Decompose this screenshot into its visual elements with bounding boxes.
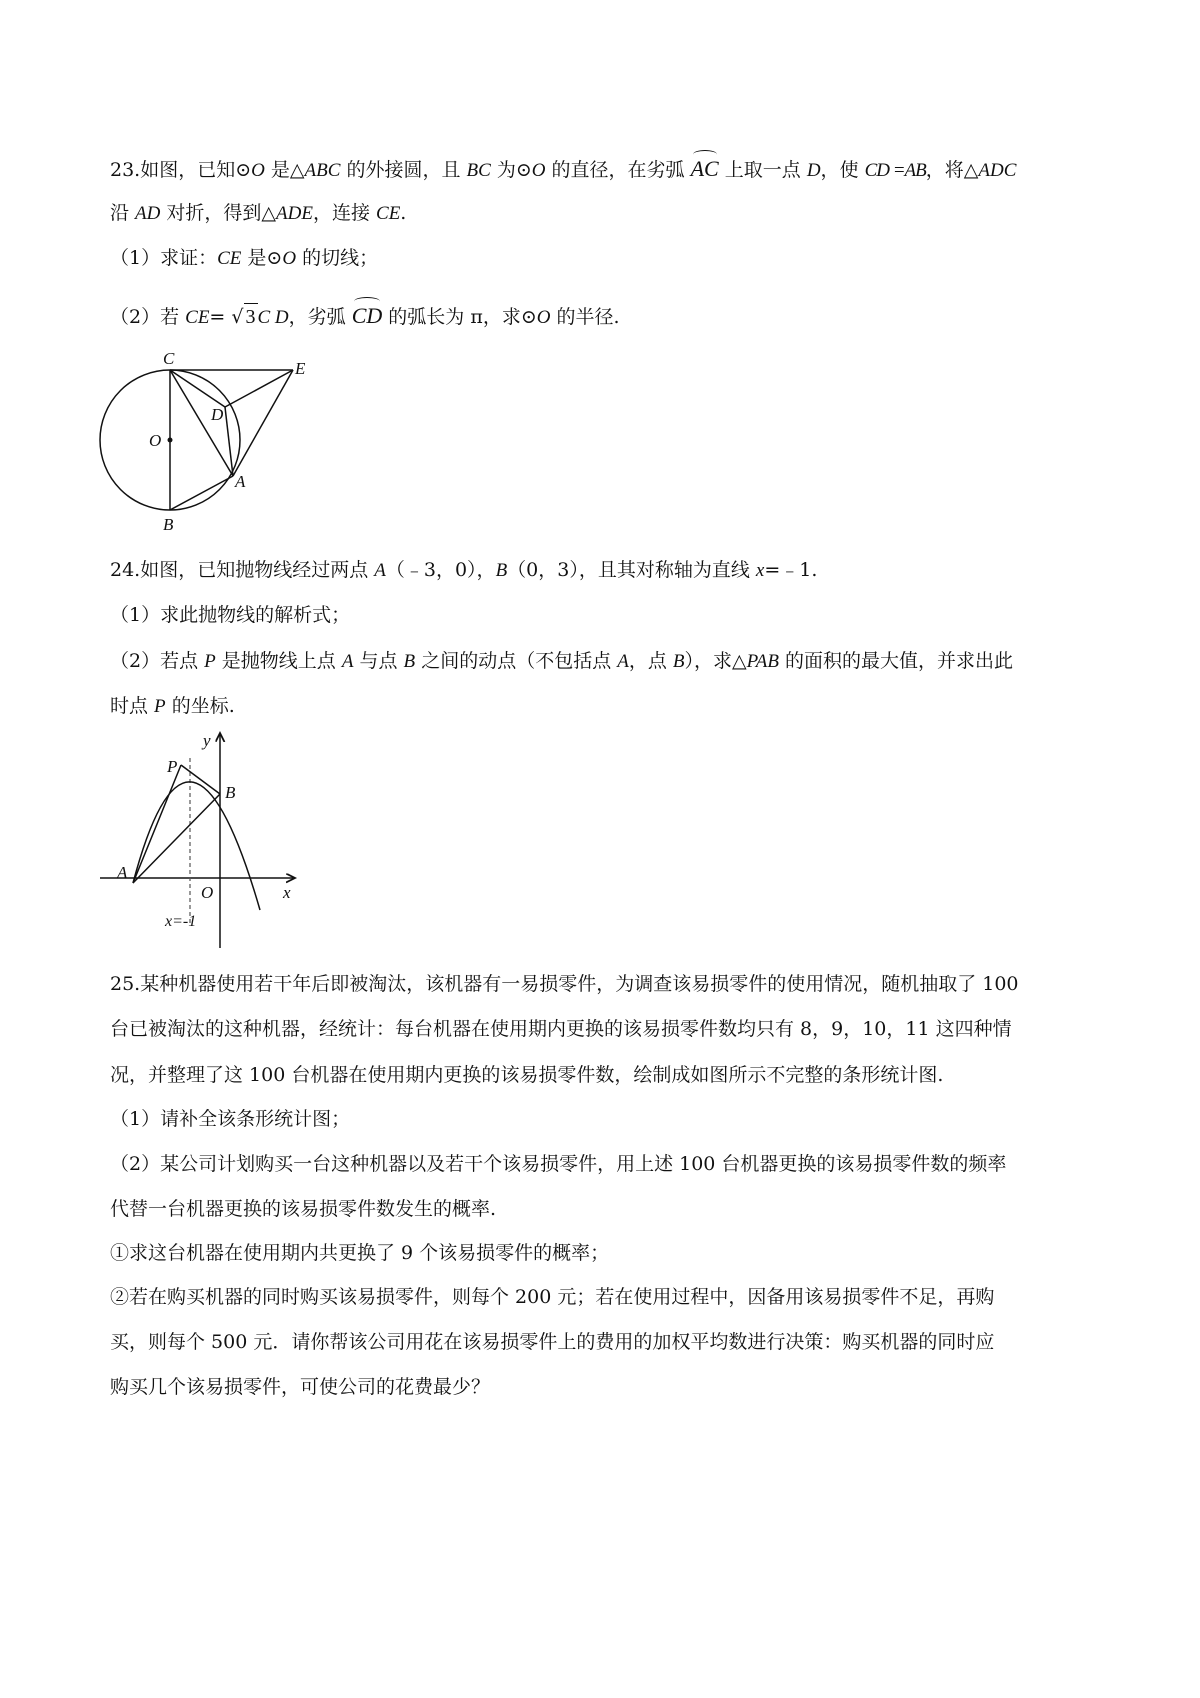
label-b: B	[163, 515, 174, 534]
q24-text: 是抛物线上点	[215, 650, 342, 672]
q24-text: ），求△	[684, 650, 747, 672]
q23-text: .	[400, 202, 407, 224]
q23-text: 沿	[110, 202, 136, 224]
q24-text: 的面积的最大值，并求出此	[779, 650, 1014, 672]
sqrt-radicand: 3	[244, 303, 258, 330]
q23-text: 的弧长为 π，求⊙	[382, 306, 537, 328]
label-p: P	[167, 757, 178, 776]
segment-pa	[133, 765, 181, 883]
label-b: B	[225, 783, 236, 802]
q23-text: 的半径.	[550, 306, 620, 328]
label-a: A	[117, 863, 128, 882]
q23-text: 的外接圆，且	[340, 159, 467, 181]
q24-text: （0，3），且其对称轴为直线	[507, 559, 756, 581]
q23-text: （1）求证：	[110, 247, 218, 269]
q23-text: C D	[257, 307, 289, 328]
sqrt-symbol: √ 3	[231, 303, 257, 330]
label-symmetry-axis: x=-1	[165, 913, 197, 930]
q23-text: AD	[135, 203, 161, 224]
q25-part-1: （1）请补全该条形统计图；	[110, 1108, 351, 1130]
arc-label: CD	[351, 303, 383, 328]
q25-line-2: 台已被淘汰的这种机器，经统计：每台机器在使用期内更换的该易损零件数均只有 8，9，10，11 这四种情	[110, 1018, 1012, 1040]
segment-ca	[170, 370, 233, 476]
label-x: x	[283, 883, 291, 902]
q25-sub-2-cont: 买，则每个 500 元．请你帮该公司用花在该易损零件上的费用的加权平均数进行决策：购买机器的同时应	[110, 1331, 995, 1353]
q24-line-1	[110, 557, 817, 584]
q23-text: 为⊙	[490, 159, 532, 181]
q24-text: A	[617, 651, 629, 672]
q24-text: 之间的动点（不包括点	[415, 650, 618, 672]
q23-text: 是△	[264, 159, 305, 181]
q23-text: ADC	[978, 160, 1017, 181]
q24-text: A	[341, 651, 354, 672]
q23-text: CE	[217, 248, 242, 269]
q24-text: ，点	[628, 650, 673, 672]
q23-text: 的切线；	[296, 247, 379, 269]
q23-text: O	[251, 160, 265, 181]
q24-text: PAB	[746, 651, 780, 672]
q23-text: O	[536, 307, 551, 328]
arc-cd	[352, 297, 383, 330]
q24-text: P	[154, 696, 166, 717]
q23-text: 的直径，在劣弧	[545, 159, 691, 181]
q24-text: B	[403, 651, 416, 672]
q24-text: A	[374, 560, 386, 581]
q25-line-3: 况，并整理了这 100 台机器在使用期内更换的该易损零件数，绘制成如图所示不完整的条形统计图.	[110, 1064, 944, 1086]
q23-text: =	[209, 306, 226, 328]
segment-pb	[181, 765, 220, 794]
q25-sub-2-end: 购买几个该易损零件，可使公司的花费最少？	[110, 1376, 491, 1398]
parabola-curve	[133, 782, 260, 910]
label-a: A	[235, 472, 246, 491]
arc-ac	[691, 150, 719, 183]
q23-text: CE	[376, 203, 401, 224]
q25-sub-1: ①求这台机器在使用期内共更换了 9 个该易损零件的概率；	[110, 1242, 610, 1264]
q24-text: x	[755, 560, 765, 581]
q24-text: P	[204, 651, 216, 672]
q25-part-2: （2）某公司计划购买一台这种机器以及若干个该易损零件，用上述 100 台机器更换的该易损零件数的频率	[110, 1153, 1007, 1175]
q23-text: ADE	[276, 203, 313, 224]
q23-text: ABC	[304, 160, 341, 181]
q24-text: B	[495, 560, 508, 581]
q23-line-2	[110, 200, 406, 227]
q23-text: O	[531, 160, 546, 181]
arc-label: AC	[690, 156, 719, 181]
label-o: O	[149, 431, 162, 450]
q24-text: 时点	[110, 695, 155, 717]
q24-part-1	[110, 602, 350, 628]
q23-line-1	[110, 150, 1016, 184]
q24-text: （﹣3，0），	[385, 559, 496, 581]
q25-line-1: 25.某种机器使用若干年后即被淘汰，该机器有一易损零件，为调查该易损零件的使用情况，随机抽取了 100	[110, 973, 1019, 995]
q24-text: 与点	[353, 650, 404, 672]
q23-text: 是⊙	[241, 247, 283, 269]
q23-part-2	[110, 297, 620, 331]
q23-text: BC	[466, 160, 491, 181]
q25-sub-2: ②若在购买机器的同时购买该易损零件，则每个 200 元；若在使用过程中，因备用该易损零件不足，再购	[110, 1286, 995, 1308]
figure-23-circle-diagram	[95, 350, 325, 540]
q24-part-2	[110, 648, 1013, 675]
q23-text: D	[806, 160, 821, 181]
q23-text: CE	[185, 307, 210, 328]
q23-text: 对折，得到△	[160, 202, 277, 224]
q24-text: 的坐标.	[165, 695, 235, 717]
arc-equation: CD =AB	[864, 160, 926, 181]
segment-ba	[170, 476, 233, 510]
q25-line-5: 代替一台机器更换的该易损零件数发生的概率.	[110, 1198, 497, 1220]
q23-text: ，劣弧	[288, 306, 352, 328]
q24-line-3	[110, 693, 235, 720]
q23-text: ，将△	[925, 159, 979, 181]
label-o: O	[201, 883, 214, 902]
label-c: C	[163, 350, 175, 368]
q23-text: 23.如图，已知⊙	[110, 159, 252, 181]
q23-text: O	[282, 248, 297, 269]
label-y: y	[203, 731, 211, 750]
q24-text: （2）若点	[110, 650, 205, 672]
q24-text: B	[672, 651, 685, 672]
q23-text: ，使	[820, 159, 865, 181]
label-d: D	[211, 405, 224, 424]
q23-text: （2）若	[110, 306, 186, 328]
center-point	[168, 438, 173, 443]
q24-text: =﹣1.	[764, 559, 818, 581]
label-e: E	[295, 359, 306, 378]
q24-text: 24.如图，已知抛物线经过两点	[110, 559, 375, 581]
q23-text: 上取一点	[718, 159, 807, 181]
q24-text: （1）求此抛物线的解析式；	[110, 604, 351, 626]
figure-24-parabola-graph	[95, 728, 315, 953]
q23-part-1	[110, 245, 378, 272]
q23-text: ，连接	[312, 202, 377, 224]
